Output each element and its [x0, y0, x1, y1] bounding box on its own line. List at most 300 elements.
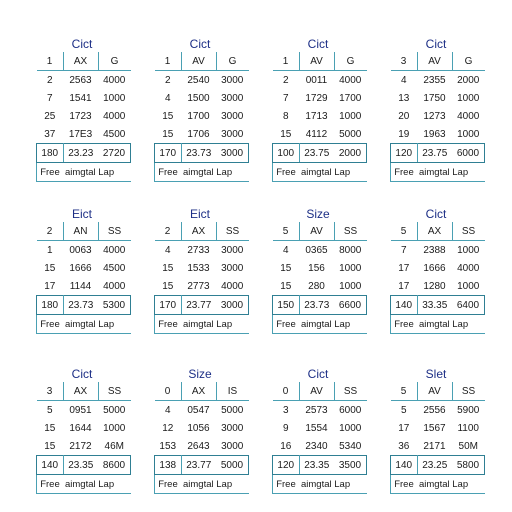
total-cell: 170 [155, 296, 182, 315]
table-body [154, 382, 249, 494]
footer-cell: aimgtal Lap [299, 315, 367, 334]
table-cell: 4 [164, 244, 171, 256]
table-row [37, 437, 131, 456]
table-header-row [391, 52, 485, 71]
table-cell: 1666 [69, 262, 92, 274]
table-cell: 15 [162, 128, 174, 140]
total-cell: 120 [273, 456, 300, 475]
table-row [273, 125, 367, 144]
table-row [37, 401, 131, 420]
footer-row [37, 315, 131, 334]
table-cell: 2563 [69, 74, 92, 86]
header-cell: G [98, 52, 131, 71]
table-body [272, 52, 367, 182]
header-cell: 1 [273, 52, 300, 71]
footer-row [273, 475, 367, 494]
table-cell: 4 [164, 92, 171, 104]
header-cell: 2 [155, 222, 182, 241]
total-cell: 8600 [98, 456, 131, 475]
table-cell: 3000 [221, 262, 244, 274]
header-cell: 3 [391, 52, 418, 71]
table-cell: 4500 [103, 128, 126, 140]
table-cell: 1533 [187, 262, 210, 274]
header-cell: 5 [391, 222, 418, 241]
table-body [154, 222, 249, 334]
table-header-row [37, 222, 131, 241]
table-cell: 1963 [423, 128, 446, 140]
total-cell: 23.35 [299, 456, 334, 475]
table-header-row [155, 52, 249, 71]
table-cell: 4000 [457, 262, 480, 274]
table-cell: 4112 [305, 128, 328, 140]
header-cell: AV [299, 222, 334, 241]
header-cell: SS [334, 222, 367, 241]
table-cell: 19 [398, 128, 410, 140]
total-cell: 180 [37, 296, 64, 315]
table-cell: 1723 [69, 110, 92, 122]
table-row [391, 71, 485, 90]
footer-cell: Free [391, 475, 418, 494]
table-cell: 1056 [187, 422, 210, 434]
table-row [155, 71, 249, 90]
table-cell: 12 [162, 422, 174, 434]
total-row [37, 144, 131, 163]
table-cell: 2556 [423, 404, 446, 416]
table-cell: 1700 [339, 92, 362, 104]
footer-cell: aimgtal Lap [417, 475, 485, 494]
footer-cell: aimgtal Lap [181, 163, 249, 182]
footer-cell: Free [391, 163, 418, 182]
header-cell: G [216, 52, 249, 71]
table-title: Eict [71, 207, 92, 221]
header-cell: 0 [155, 382, 182, 401]
table-title: Slet [425, 367, 447, 381]
table-row [37, 71, 131, 90]
footer-cell: aimgtal Lap [63, 163, 131, 182]
data-table [390, 206, 482, 334]
table-title: Cict [71, 367, 93, 381]
total-cell: 33.35 [417, 296, 452, 315]
table-cell: 7 [400, 244, 407, 256]
header-cell: 3 [37, 382, 64, 401]
total-cell: 180 [37, 144, 64, 163]
total-row [391, 456, 485, 475]
table-cell: 17 [44, 280, 56, 292]
table-title: Cict [425, 37, 447, 51]
header-cell: 2 [37, 222, 64, 241]
total-cell: 23.73 [63, 296, 98, 315]
table-cell: 5000 [221, 404, 244, 416]
table-title: Cict [425, 207, 447, 221]
footer-cell: Free [273, 475, 300, 494]
footer-cell: aimgtal Lap [181, 475, 249, 494]
table-cell: 280 [308, 280, 325, 292]
header-cell: AX [181, 222, 216, 241]
table-row [273, 259, 367, 277]
table-cell: 5900 [457, 404, 480, 416]
table-cell: 1000 [339, 110, 362, 122]
table-header-row [391, 222, 485, 241]
table-cell: 20 [398, 110, 410, 122]
table-row [273, 419, 367, 437]
total-cell: 23.23 [63, 144, 98, 163]
total-row [155, 456, 249, 475]
table-row [37, 125, 131, 144]
footer-row [37, 475, 131, 494]
table-cell: 1750 [423, 92, 446, 104]
table-cell: 2000 [457, 74, 480, 86]
table-row [155, 277, 249, 296]
table-cell: 2 [282, 74, 289, 86]
footer-row [155, 315, 249, 334]
table-row [37, 107, 131, 125]
table-row [273, 241, 367, 260]
table-cell: 9 [282, 422, 289, 434]
header-cell: SS [98, 382, 131, 401]
table-cell: 4000 [103, 110, 126, 122]
total-cell: 23.35 [63, 456, 98, 475]
table-row [155, 259, 249, 277]
table-cell: 2171 [423, 440, 446, 452]
header-cell: SS [98, 222, 131, 241]
data-table [272, 206, 364, 334]
table-cell: 7 [282, 92, 289, 104]
table-cell: 17 [398, 280, 410, 292]
table-row [273, 277, 367, 296]
table-body [36, 222, 131, 334]
total-row [273, 296, 367, 315]
table-header-row [155, 382, 249, 401]
header-cell: SS [452, 382, 485, 401]
total-cell: 3000 [216, 296, 249, 315]
total-row [37, 296, 131, 315]
table-cell: 1706 [187, 128, 210, 140]
table-row [155, 125, 249, 144]
total-cell: 6400 [452, 296, 485, 315]
table-title: Cict [307, 37, 329, 51]
table-cell: 1000 [339, 262, 362, 274]
footer-row [155, 475, 249, 494]
table-cell: 3000 [221, 128, 244, 140]
header-cell: AV [417, 52, 452, 71]
table-cell: 4000 [103, 74, 126, 86]
table-cell: 4000 [339, 74, 362, 86]
table-cell: 1000 [457, 128, 480, 140]
table-row [391, 125, 485, 144]
table-cell: 1000 [457, 280, 480, 292]
header-cell: 5 [273, 222, 300, 241]
table-cell: 3000 [221, 110, 244, 122]
data-table [390, 366, 482, 494]
table-row [391, 259, 485, 277]
footer-cell: Free [37, 163, 64, 182]
header-cell: 1 [37, 52, 64, 71]
total-cell: 138 [155, 456, 182, 475]
table-cell: 50M [458, 440, 478, 452]
header-cell: AV [299, 52, 334, 71]
footer-cell: Free [391, 315, 418, 334]
total-cell: 3000 [216, 144, 249, 163]
table-cell: 1666 [423, 262, 446, 274]
total-cell: 23.77 [181, 296, 216, 315]
footer-cell: Free [37, 315, 64, 334]
total-cell: 5300 [98, 296, 131, 315]
total-cell: 23.77 [181, 456, 216, 475]
table-cell: 4 [282, 244, 289, 256]
header-cell: AX [63, 52, 98, 71]
table-cell: 17E3 [68, 128, 93, 140]
table-body [390, 382, 485, 494]
table-row [155, 89, 249, 107]
table-body [154, 52, 249, 182]
table-header-row [37, 382, 131, 401]
total-row [155, 144, 249, 163]
table-cell: 3000 [221, 74, 244, 86]
header-cell: AN [63, 222, 98, 241]
table-cell: 15 [44, 440, 56, 452]
table-cell: 4000 [103, 244, 126, 256]
header-cell: 0 [273, 382, 300, 401]
table-cell: 0011 [305, 74, 328, 86]
table-row [155, 437, 249, 456]
table-cell: 15 [44, 262, 56, 274]
table-row [391, 107, 485, 125]
table-cell: 2540 [187, 74, 210, 86]
table-cell: 1500 [187, 92, 210, 104]
table-row [391, 401, 485, 420]
table-row [37, 419, 131, 437]
footer-cell: Free [155, 475, 182, 494]
table-cell: 4 [164, 404, 171, 416]
table-cell: 2172 [69, 440, 92, 452]
table-cell: 2 [46, 74, 53, 86]
footer-row [391, 315, 485, 334]
table-cell: 1000 [103, 92, 126, 104]
data-table [36, 366, 128, 494]
data-table [154, 36, 246, 182]
total-cell: 140 [391, 456, 418, 475]
table-cell: 5340 [339, 440, 362, 452]
total-cell: 140 [37, 456, 64, 475]
table-cell: 8 [282, 110, 289, 122]
table-cell: 15 [162, 110, 174, 122]
header-cell: 5 [391, 382, 418, 401]
footer-cell: aimgtal Lap [417, 315, 485, 334]
table-cell: 2340 [305, 440, 328, 452]
header-cell: 1 [155, 52, 182, 71]
table-cell: 1541 [69, 92, 92, 104]
table-header-row [391, 382, 485, 401]
total-cell: 150 [273, 296, 300, 315]
table-cell: 1554 [305, 422, 328, 434]
table-row [37, 89, 131, 107]
header-cell: AV [299, 382, 334, 401]
header-cell: AX [181, 382, 216, 401]
table-body [36, 52, 131, 182]
table-cell: 1100 [457, 422, 479, 434]
table-title: Eict [189, 207, 210, 221]
total-row [37, 456, 131, 475]
table-cell: 46M [104, 440, 124, 452]
table-cell: 4500 [103, 262, 126, 274]
footer-cell: aimgtal Lap [299, 475, 367, 494]
total-cell: 23.75 [417, 144, 452, 163]
data-table [154, 206, 246, 334]
data-table [272, 36, 364, 182]
table-cell: 5 [400, 404, 407, 416]
table-row [391, 419, 485, 437]
table-cell: 0365 [305, 244, 328, 256]
header-cell: AV [417, 382, 452, 401]
total-cell: 6000 [452, 144, 485, 163]
table-cell: 6000 [339, 404, 362, 416]
table-row [155, 401, 249, 420]
table-cell: 1000 [339, 422, 362, 434]
table-cell: 1000 [339, 280, 362, 292]
total-cell: 2720 [98, 144, 131, 163]
table-cell: 4000 [221, 280, 244, 292]
table-cell: 0951 [69, 404, 92, 416]
total-cell: 3500 [334, 456, 367, 475]
table-title: Cict [189, 37, 211, 51]
table-row [391, 241, 485, 260]
table-row [273, 89, 367, 107]
table-row [273, 71, 367, 90]
table-cell: 2 [164, 74, 171, 86]
footer-cell: aimgtal Lap [417, 163, 485, 182]
footer-row [37, 163, 131, 182]
total-cell: 5800 [452, 456, 485, 475]
total-cell: 2000 [334, 144, 367, 163]
table-cell: 3000 [221, 92, 244, 104]
table-cell: 2355 [423, 74, 446, 86]
table-cell: 5000 [103, 404, 126, 416]
table-row [37, 241, 131, 260]
table-cell: 13 [398, 92, 410, 104]
table-row [273, 107, 367, 125]
total-cell: 100 [273, 144, 300, 163]
table-row [273, 437, 367, 456]
total-cell: 23.73 [181, 144, 216, 163]
table-title: Cict [71, 37, 93, 51]
footer-row [391, 163, 485, 182]
total-cell: 23.73 [299, 296, 334, 315]
table-cell: 156 [308, 262, 325, 274]
table-row [155, 241, 249, 260]
table-cell: 15 [44, 422, 56, 434]
header-cell: AV [181, 52, 216, 71]
table-cell: 3000 [221, 440, 244, 452]
table-title: Cict [307, 367, 329, 381]
footer-cell: Free [155, 163, 182, 182]
table-cell: 1567 [423, 422, 446, 434]
table-cell: 15 [280, 280, 292, 292]
data-table [36, 206, 128, 334]
table-cell: 4000 [457, 110, 480, 122]
table-row [391, 437, 485, 456]
table-cell: 0547 [187, 404, 210, 416]
table-cell: 1000 [457, 244, 480, 256]
table-title: Size [188, 367, 212, 381]
footer-cell: Free [155, 315, 182, 334]
table-body [272, 222, 367, 334]
total-row [273, 456, 367, 475]
table-cell: 1000 [103, 422, 126, 434]
total-row [155, 296, 249, 315]
footer-cell: aimgtal Lap [63, 475, 131, 494]
total-cell: 23.25 [417, 456, 452, 475]
footer-row [273, 315, 367, 334]
footer-cell: aimgtal Lap [181, 315, 249, 334]
table-cell: 153 [159, 440, 177, 452]
table-row [391, 89, 485, 107]
table-cell: 1729 [305, 92, 328, 104]
table-body [390, 222, 485, 334]
header-cell: G [334, 52, 367, 71]
table-cell: 1 [46, 244, 53, 256]
table-cell: 2388 [423, 244, 446, 256]
total-cell: 5000 [216, 456, 249, 475]
table-cell: 1273 [423, 110, 446, 122]
table-cell: 3 [282, 404, 289, 416]
table-cell: 4000 [103, 280, 126, 292]
total-row [391, 296, 485, 315]
data-table [390, 36, 482, 182]
header-cell: SS [216, 222, 249, 241]
data-table [272, 366, 364, 494]
table-cell: 5 [46, 404, 53, 416]
table-cell: 2733 [187, 244, 210, 256]
header-cell: G [452, 52, 485, 71]
table-body [36, 382, 131, 494]
header-cell: AX [63, 382, 98, 401]
table-cell: 36 [398, 440, 410, 452]
table-header-row [273, 52, 367, 71]
table-title: Size [306, 207, 330, 221]
table-header-row [37, 52, 131, 71]
table-cell: 1700 [187, 110, 210, 122]
table-cell: 1644 [69, 422, 92, 434]
table-row [37, 259, 131, 277]
footer-cell: aimgtal Lap [299, 163, 367, 182]
footer-cell: Free [273, 315, 300, 334]
total-cell: 170 [155, 144, 182, 163]
table-cell: 2573 [305, 404, 328, 416]
table-cell: 5000 [339, 128, 362, 140]
table-row [155, 107, 249, 125]
table-cell: 37 [44, 128, 56, 140]
table-cell: 4 [400, 74, 407, 86]
table-cell: 1000 [457, 92, 480, 104]
table-cell: 7 [46, 92, 53, 104]
header-cell: IS [216, 382, 249, 401]
total-cell: 6600 [334, 296, 367, 315]
table-row [37, 277, 131, 296]
footer-cell: Free [273, 163, 300, 182]
table-cell: 16 [280, 440, 292, 452]
table-row [155, 419, 249, 437]
table-cell: 17 [398, 262, 410, 274]
table-cell: 15 [280, 262, 292, 274]
table-header-row [273, 222, 367, 241]
total-row [273, 144, 367, 163]
table-row [273, 401, 367, 420]
total-cell: 140 [391, 296, 418, 315]
header-cell: SS [452, 222, 485, 241]
footer-row [155, 163, 249, 182]
table-cell: 2773 [187, 280, 210, 292]
table-header-row [273, 382, 367, 401]
